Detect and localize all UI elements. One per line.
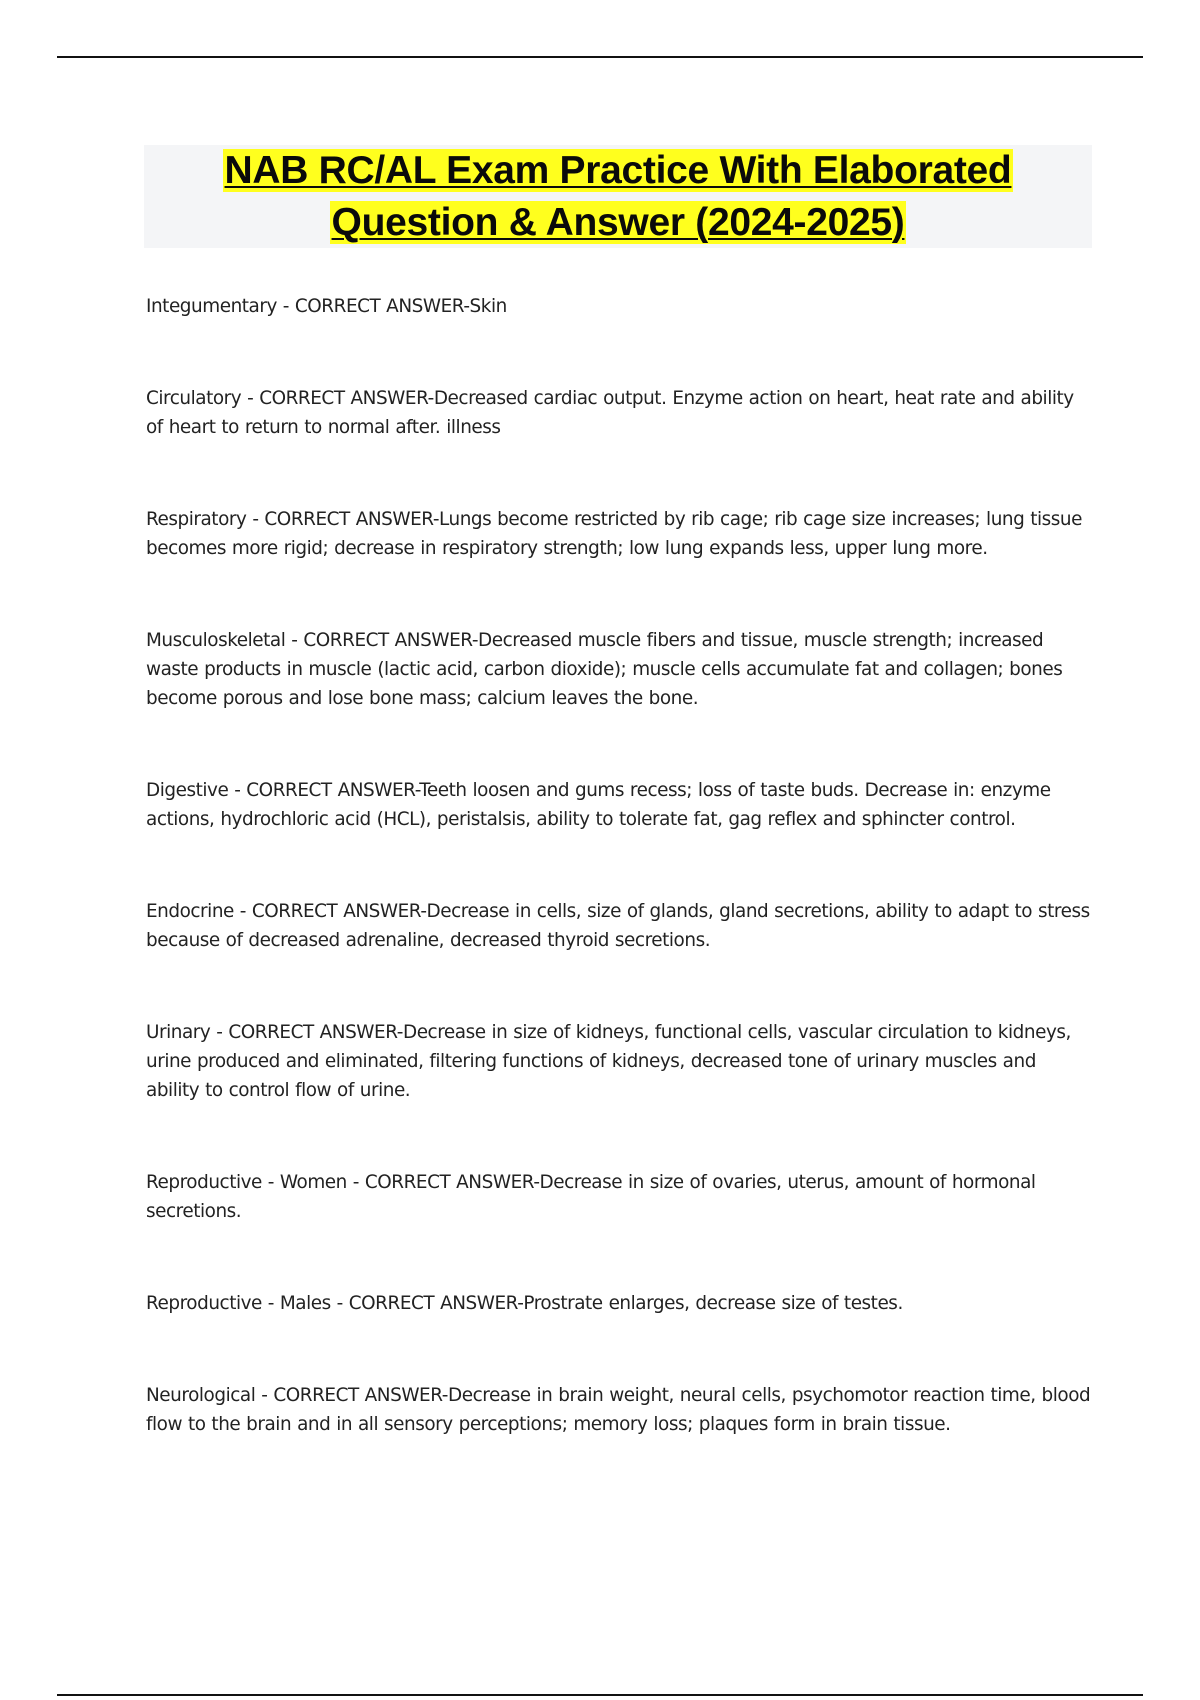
footer-rule — [57, 1694, 1143, 1696]
qa-entry-integumentary: Integumentary - CORRECT ANSWER-Skin — [146, 296, 507, 317]
title-line-1: NAB RC/AL Exam Practice With Elaborated — [224, 149, 1012, 192]
qa-entry-urinary: Urinary - CORRECT ANSWER-Decrease in size of kidneys, functional cells, vascular circulation to kidneys, urine produced and eliminated, filtering functions of kidneys, decreased tone of urinary muscles and ability to control flow of urine. — [146, 1022, 1071, 1101]
qa-entry-endocrine: Endocrine - CORRECT ANSWER-Decrease in cells, size of glands, gland secretions, ability to adapt to stress because of decreased adrenaline, decreased thyroid secretions. — [146, 901, 1090, 951]
qa-entry-reproductive-males: Reproductive - Males - CORRECT ANSWER-Prostrate enlarges, decrease size of testes. — [146, 1293, 903, 1314]
header-rule — [57, 56, 1143, 58]
qa-entry-circulatory: Circulatory - CORRECT ANSWER-Decreased cardiac output. Enzyme action on heart, heat rate and ability of heart to return to normal after. illness — [146, 388, 1074, 438]
document-title — [144, 145, 1092, 248]
title-line-2: Question & Answer (2024-2025) — [331, 201, 905, 244]
qa-entry-musculoskeletal: Musculoskeletal - CORRECT ANSWER-Decreased muscle fibers and tissue, muscle strength; increased waste products in muscle (lactic acid, carbon dioxide); muscle cells accumulate fat and collagen; bones become porous and lose bone mass; calcium leaves the bone. — [146, 630, 1063, 709]
qa-entry-respiratory: Respiratory - CORRECT ANSWER-Lungs become restricted by rib cage; rib cage size increases; lung tissue becomes more rigid; decrease in respiratory strength; low lung expands less, upper lung more. — [146, 509, 1082, 559]
qa-entry-neurological: Neurological - CORRECT ANSWER-Decrease in brain weight, neural cells, psychomotor reaction time, blood flow to the brain and in all sensory perceptions; memory loss; plaques form in brain tissue. — [146, 1385, 1091, 1435]
qa-list — [146, 292, 1091, 1439]
qa-entry-digestive: Digestive - CORRECT ANSWER-Teeth loosen and gums recess; loss of taste buds. Decrease in: enzyme actions, hydrochloric acid (HCL), peristalsis, ability to tolerate fat, gag reflex and sphincter control. — [146, 780, 1051, 830]
qa-entry-reproductive-women: Reproductive - Women - CORRECT ANSWER-Decrease in size of ovaries, uterus, amount of hormonal secretions. — [146, 1172, 1036, 1222]
